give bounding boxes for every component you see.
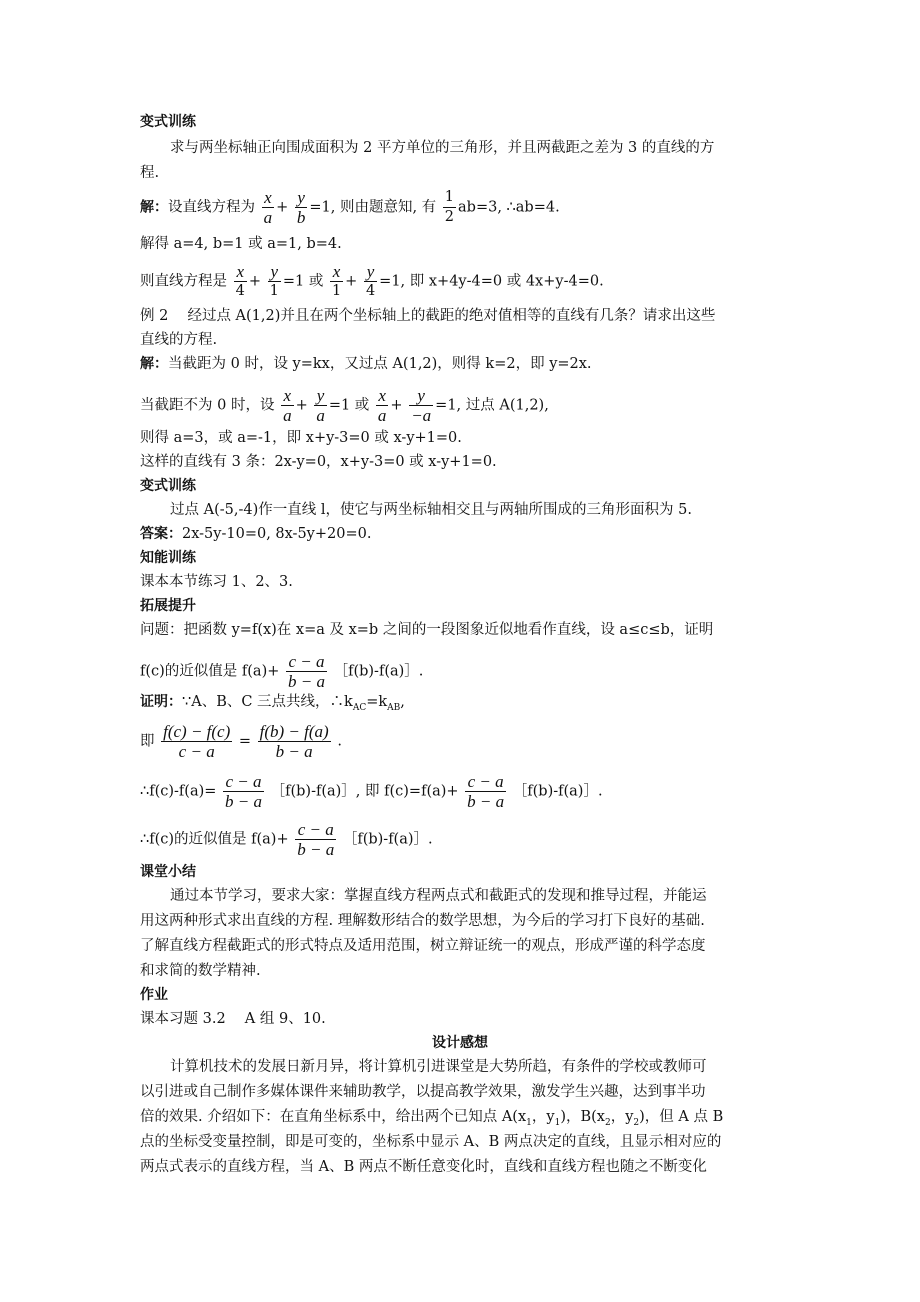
solution-line: 解：设直线方程为 $\frac{x}{a}$ + $\frac{y}{b}$ =1, 则由题意知, 有 $\frac{1}{2}$ ab=3, ∴ab=4. <box>140 188 560 227</box>
summary-text: 通过本节学习，要求大家：掌握直线方程两点式和截距式的发现和推导过程，并能运 <box>170 888 707 904</box>
fraction: $\frac{1}{2}$ <box>444 189 455 225</box>
fraction: $\frac{y}{a}$ <box>316 386 325 425</box>
fraction: $\frac{x}{a}$ <box>283 386 292 425</box>
fraction: $\frac{y}{b}$ <box>296 188 306 227</box>
equation-line: 当截距不为 0 时，设 $\frac{x}{a}$ + $\frac{y}{a}$ =1 或 $\frac{x}{a}$ + $\frac{y}{-a}$ =1, 过点 A(1,2), <box>140 386 549 425</box>
fraction: $\frac{c - a}{b - a}$ <box>467 772 505 811</box>
fraction: $\frac{x}{1}$ <box>331 262 342 299</box>
question-text: 问题：把函数 y=f(x)在 x=a 及 x=b 之间的一段图象近似地看作直线，设 a≤c≤b，证明 <box>140 622 714 638</box>
summary-text: 和求简的数学精神. <box>140 963 261 979</box>
section-heading-design-thoughts: 设计感想 <box>432 1035 488 1051</box>
homework-text: 课本习题 3.2 A 组 9、10. <box>140 1011 326 1027</box>
solution-text: 解得 a=4, b=1 或 a=1, b=4. <box>140 236 342 252</box>
design-text: 以引进或自己制作多媒体课件来辅助教学，以提高教学效果，激发学生兴趣，达到事半功 <box>140 1084 706 1100</box>
fraction: $\frac{x}{a}$ <box>263 188 273 227</box>
answer-line: 答案：2x-5y-10=0, 8x-5y+20=0. <box>140 526 372 542</box>
solution-line: 解：当截距为 0 时，设 y=kx，又过点 A(1,2)，则得 k=2，即 y=2x. <box>140 356 592 372</box>
summary-text: 了解直线方程截距式的形式特点及适用范围，树立辩证统一的观点，形成严谨的科学态度 <box>140 938 706 954</box>
fraction: $\frac{y}{1}$ <box>269 262 279 299</box>
design-text: 两点式表示的直线方程，当 A、B 两点不断任意变化时，直线和直线方程也随之不断变化 <box>140 1159 707 1175</box>
fraction: $\frac{x}{a}$ <box>377 386 387 425</box>
fraction: $\frac{y}{-a}$ <box>411 386 432 425</box>
design-text: 倍的效果. 介绍如下：在直角坐标系中，给出两个已知点 $A(x_1$，$y_1$)，$B(x_2$，$y_2$)，但 A 点 B <box>140 1109 724 1128</box>
section-heading-homework: 作业 <box>140 987 168 1003</box>
fraction: $\frac{x}{4}$ <box>235 262 245 299</box>
section-heading-variant-training: 变式训练 <box>140 114 196 130</box>
proof-label: 证明： <box>140 694 182 710</box>
solution-text: 这样的直线有 3 条：2x-y=0，x+y-3=0 或 x-y+1=0. <box>140 454 497 470</box>
proof-line: 证明：∵A、B、C 三点共线，$\therefore k_{AC}=k_{AB}$, <box>140 694 405 713</box>
fraction: $\frac{f(b) - f(a)}{b - a}$ <box>259 722 329 761</box>
example-2: 例 2 经过点 A(1,2)并且在两个坐标轴上的截距的绝对值相等的直线有几条？请求出这些 <box>140 308 716 324</box>
equation-line: ∴f(c)-f(a)= $\frac{c - a}{b - a}$ ［f(b)-f(a)］, 即 f(c)=f(a)+ $\frac{c - a}{b - a}$ ［f(b)-f(a)］. <box>140 772 603 811</box>
practice-text: 课本本节练习 1、2、3. <box>140 574 293 590</box>
section-heading-practice: 知能训练 <box>140 550 196 566</box>
summary-text: 用这两种形式求出直线的方程. 理解数形结合的数学思想，为今后的学习打下良好的基础. <box>140 913 705 929</box>
equation-line: ∴f(c)的近似值是 f(a)+ $\frac{c - a}{b - a}$ ［f(b)-f(a)］. <box>140 820 433 859</box>
problem-text: 过点 A(-5,-4)作一直线 l，使它与两坐标轴相交且与两轴所围成的三角形面积为 5. <box>170 502 692 518</box>
design-text: 计算机技术的发展日新月异，将计算机引进课堂是大势所趋，有条件的学校或教师可 <box>170 1059 707 1075</box>
fraction: $\frac{y}{4}$ <box>365 262 376 299</box>
section-heading-summary: 课堂小结 <box>140 864 196 880</box>
solution-label: 解： <box>140 356 168 372</box>
fraction: $\frac{c - a}{b - a}$ <box>288 652 325 691</box>
design-text: 点的坐标受变量控制，即是可变的，坐标系中显示 A、B 两点决定的直线，且显示相对应的 <box>140 1134 722 1150</box>
solution-label: 解： <box>140 199 168 216</box>
solution-text: 则得 a=3，或 a=-1，即 x+y-3=0 或 x-y+1=0. <box>140 430 462 446</box>
answer-label: 答案： <box>140 526 182 542</box>
section-heading-extension: 拓展提升 <box>140 598 196 614</box>
fraction: $\frac{c - a}{b - a}$ <box>297 820 335 859</box>
fraction: $\frac{c - a}{b - a}$ <box>225 772 262 811</box>
problem-text: 求与两坐标轴正向围成面积为 2 平方单位的三角形，并且两截距之差为 3 的直线的方 <box>170 140 715 156</box>
equation-line: 即 $\frac{f(c) - f(c)}{c - a}$ = $\frac{f(b) - f(a)}{b - a}$ . <box>140 722 342 761</box>
fraction: $\frac{f(c) - f(c)}{c - a}$ <box>163 722 231 761</box>
problem-text-cont: 程. <box>140 165 160 181</box>
example-2-cont: 直线的方程. <box>140 332 218 348</box>
section-heading-variant-training: 变式训练 <box>140 478 196 494</box>
equation-line: f(c)的近似值是 f(a)+ $\frac{c - a}{b - a}$ ［f(b)-f(a)］. <box>140 652 424 691</box>
equation-line: 则直线方程是 $\frac{x}{4}$ + $\frac{y}{1}$ =1 或 $\frac{x}{1}$ + $\frac{y}{4}$ =1, 即 x+4y-4=0 或 4x+y-4=0. <box>140 262 604 299</box>
